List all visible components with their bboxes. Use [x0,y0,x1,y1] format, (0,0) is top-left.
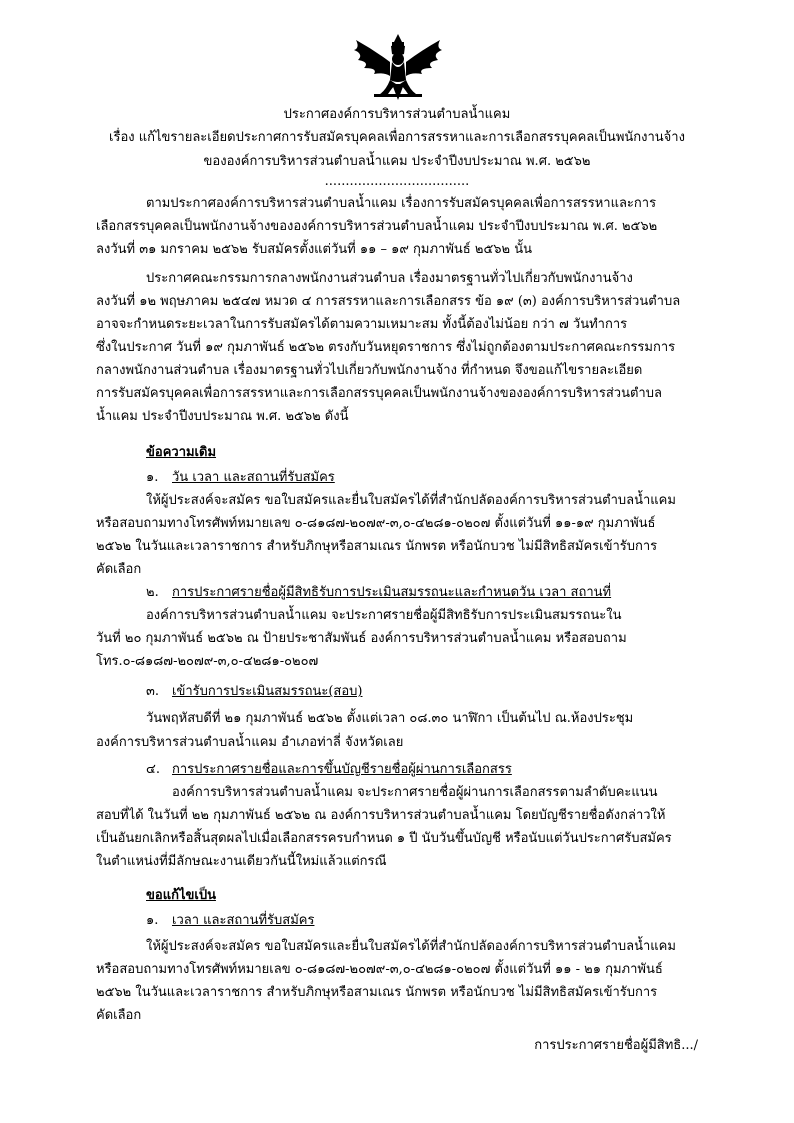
para2-line: กลางพนักงานส่วนตำบล เรื่องมาตรฐานทั่วไปเกี่ยวกับพนักงานจ้าง ที่กำหนด จึงขอแก้ไขรายละเอียด [96,363,643,378]
item-line: สอบที่ได้ ในวันที่ ๒๒ กุมภาพันธ์ ๒๕๖๒ ณ องค์การบริหารส่วนตำบลน้ำแคม โดยบัญชีรายชื่อดังกล่าวให้ [96,808,666,823]
item-line: ๒๕๖๒ ในวันและเวลาราชการ สำหรับภิกษุหรือสามเณร นักพรต หรือนักบวช ไม่มีสิทธิสมัครเข้ารับการ [96,539,658,554]
item-line: โทร.๐-๘๑๘๗-๒๐๗๙-๓,๐-๔๒๘๑-๐๒๐๗ [96,654,319,669]
item-line: หรือสอบถามทางโทรศัพท์หมายเลข ๐-๘๑๘๗-๒๐๗๙-๓,๐-๔๒๘๑-๐๒๐๗ ตั้งแต่วันที่ ๑๑-๑๙ กุมภาพันธ์ [96,516,656,531]
item-line: ๒๕๖๒ ในวันและเวลาราชการ สำหรับภิกษุหรือสามเณร นักพรต หรือนักบวช ไม่มีสิทธิสมัครเข้ารับการ [96,985,658,1000]
garuda-emblem-icon [334,32,462,104]
item-line: คัดเลือก [96,1008,142,1023]
para2-line: ซึ่งในประกาศ วันที่ ๑๙ กุมภาพันธ์ ๒๕๖๒ ตรงกับวันหยุดราชการ ซึ่งไม่ถูกต้องตามประกาศคณะกรรมการ [96,340,676,355]
item-number: ๒. [146,585,159,600]
item-line: วันที่ ๒๐ กุมภาพันธ์ ๒๕๖๒ ณ ป้ายประชาสัมพันธ์ องค์การบริหารส่วนตำบลน้ำแคม หรือสอบถาม [96,631,627,646]
original-heading: ข้อความเดิม [146,445,217,460]
para1-line: เลือกสรรบุคคลเป็นพนักงานจ้างขององค์การบริหารส่วนตำบลน้ำแคม ประจำปีงบประมาณ พ.ศ. ๒๕๖๒ [96,219,658,234]
item-number: ๑. [146,470,159,485]
item-title: วัน เวลา และสถานที่รับสมัคร [172,470,335,485]
item-line: ในตำแหน่งที่มีลักษณะงานเดียวกันนี้ใหม่แล้วแต่กรณี [96,854,387,869]
item-line: องค์การบริหารส่วนตำบลน้ำแคม จะประกาศรายชื่อผู้มีสิทธิรับการประเมินสมรรถนะใน [146,608,622,623]
item-line: วันพฤหัสบดีที่ ๒๑ กุมภาพันธ์ ๒๕๖๒ ตั้งแต่เวลา ๐๘.๓๐ นาฬิกา เป็นต้นไป ณ.ห้องประชุม [146,711,634,726]
item-line: คัดเลือก [96,562,142,577]
item-number: ๓. [146,684,160,699]
subject-line-2: ขององค์การบริหารส่วนตำบลน้ำแคม ประจำปีงบประมาณ พ.ศ. ๒๕๖๒ [203,154,591,169]
item-title: เวลา และสถานที่รับสมัคร [172,913,315,928]
para2-line: ลงวันที่ ๑๒ พฤษภาคม ๒๕๔๗ หมวด ๔ การสรรหาและการเลือกสรร ข้อ ๑๙ (๓) องค์การบริหารส่วนตำบล [96,294,681,309]
item-number: ๑. [146,913,159,928]
revised-heading: ขอแก้ไขเป็น [146,888,216,903]
item-line: ให้ผู้ประสงค์จะสมัคร ขอใบสมัครและยื่นใบสมัครได้ที่สำนักปลัดองค์การบริหารส่วนตำบลน้ำแคม [146,493,676,508]
announcement-title: ประกาศองค์การบริหารส่วนตำบลน้ำแคม [283,107,511,122]
item-line: องค์การบริหารส่วนตำบลน้ำแคม จะประกาศรายชื่อผู้ผ่านการเลือกสรรตามลำดับคะแนน [172,785,658,800]
page-continuation-note: การประกาศรายชื่อผู้มีสิทธิ.../ [534,1038,698,1053]
para2-line: น้ำแคม ประจำปีงบประมาณ พ.ศ. ๒๕๖๒ ดังนี้ [96,409,349,424]
item-number: ๔. [146,762,160,777]
para2-line: อาจจะกำหนดระยะเวลาในการรับสมัครได้ตามความเหมาะสม ทั้งนี้ต้องไม่น้อย กว่า ๗ วันทำการ [96,317,628,332]
item-line: ให้ผู้ประสงค์จะสมัคร ขอใบสมัครและยื่นใบสมัครได้ที่สำนักปลัดองค์การบริหารส่วนตำบลน้ำแคม [146,939,676,954]
para2-line: การรับสมัครบุคคลเพื่อการสรรหาและการเลือกสรรบุคคลเป็นพนักงานจ้างขององค์การบริหารส่วนตำบล [96,386,662,401]
para2-line: ประกาศคณะกรรมการกลางพนักงานส่วนตำบล เรื่องมาตรฐานทั่วไปเกี่ยวกับพนักงานจ้าง [146,271,633,286]
item-line: หรือสอบถามทางโทรศัพท์หมายเลข ๐-๘๑๘๗-๒๐๗๙-๓,๐-๔๒๘๑-๐๒๐๗ ตั้งแต่วันที่ ๑๑ - ๒๑ กุมภาพันธ์ [96,962,663,977]
item-title: เข้ารับการประเมินสมรรถนะ(สอบ) [172,684,363,699]
item-line: องค์การบริหารส่วนตำบลน้ำแคม อำเภอท่าลี่ จังหวัดเลย [96,735,404,750]
subject-line-1: เรื่อง แก้ไขรายละเอียดประกาศการรับสมัครบุคคลเพื่อการสรรหาและการเลือกสรรบุคคลเป็นพนักงานจ้าง [109,130,685,145]
item-title: การประกาศรายชื่อผู้มีสิทธิรับการประเมินสมรรถนะและกำหนดวัน เวลา สถานที่ [172,585,612,600]
separator-dots: ................................... [324,174,470,189]
item-line: เป็นอันยกเลิกหรือสิ้นสุดผลไปเมื่อเลือกสรรครบกำหนด ๑ ปี นับวันขึ้นบัญชี หรือนับแต่วันประกาศรับสมัคร [96,831,672,846]
item-title: การประกาศรายชื่อและการขึ้นบัญชีรายชื่อผู้ผ่านการเลือกสรร [172,762,512,777]
para1-line: ตามประกาศองค์การบริหารส่วนตำบลน้ำแคม เรื่องการรับสมัครบุคคลเพื่อการสรรหาและการ [146,196,657,211]
para1-line: ลงวันที่ ๓๑ มกราคม ๒๕๖๒ รับสมัครตั้งแต่วันที่ ๑๑ – ๑๙ กุมภาพันธ์ ๒๕๖๒ นั้น [96,242,533,257]
